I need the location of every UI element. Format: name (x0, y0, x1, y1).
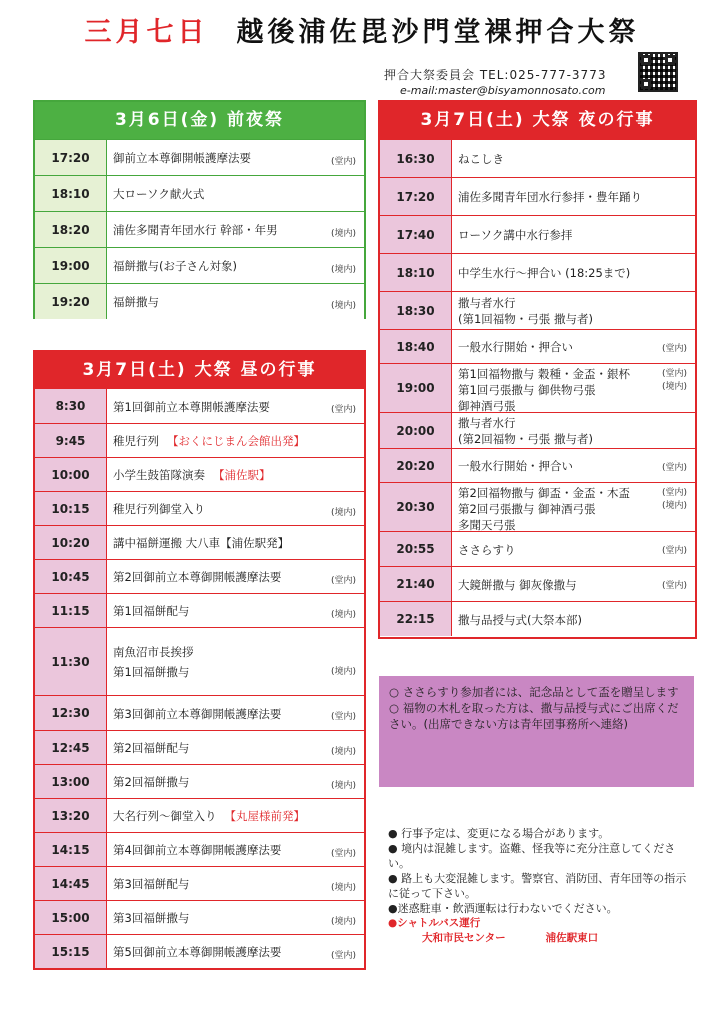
schedule-time: 8:30 (35, 389, 107, 423)
location-tag: (堂内) (330, 712, 356, 722)
schedule-row (35, 388, 364, 423)
schedule-event (107, 935, 364, 968)
night-rows (380, 139, 695, 636)
schedule-event (107, 628, 364, 695)
event-text: 小学生鼓笛隊演奏 【浦佐駅】 (113, 468, 271, 482)
day-heading: 3月7日(土) 大祭 昼の行事 (35, 352, 364, 388)
event-text: 浦佐多聞青年団水行 幹部・年男 (113, 223, 278, 237)
schedule-time: 20:55 (380, 532, 452, 566)
schedule-event (452, 449, 695, 482)
schedule-event (452, 330, 695, 363)
event-text: 稚児行列御堂入り (113, 502, 205, 516)
schedule-event (107, 765, 364, 798)
location-tag: (堂内) (661, 343, 687, 354)
schedule-time: 10:20 (35, 526, 107, 559)
schedule-time: 12:30 (35, 696, 107, 730)
event-text: 浦佐多聞青年団水行参拝・豊年踊り (458, 190, 642, 204)
schedule-event (107, 696, 364, 730)
schedule-row (380, 291, 695, 329)
event-text: 中学生水行～押合い (18:25まで) (458, 266, 631, 280)
schedule-time: 10:00 (35, 458, 107, 491)
schedule-event (107, 867, 364, 900)
event-text: 第2回福物撒与 御盃・金盃・木盃 (458, 486, 630, 500)
event-text: ささらすり (458, 542, 516, 557)
schedule-row (35, 934, 364, 968)
festival-name: 越後浦佐毘沙門堂裸押合大祭 (236, 17, 640, 48)
schedule-row (35, 491, 364, 525)
schedule-row (380, 448, 695, 482)
schedule-row (380, 601, 695, 636)
schedule-event (452, 254, 695, 291)
schedule-row (35, 139, 364, 175)
schedule-time: 11:30 (35, 628, 107, 695)
schedule-event (452, 413, 695, 448)
schedule-time: 14:15 (35, 833, 107, 866)
location-tag: (境内) (330, 609, 356, 620)
shuttle-stop-2: 浦佐駅東口 (545, 932, 599, 944)
schedule-event (107, 212, 364, 247)
event-text: 第4回御前立本尊御開帳護摩法要 (113, 843, 282, 857)
day-schedule-panel (33, 350, 366, 970)
schedule-time: 18:30 (380, 292, 452, 329)
schedule-row (35, 423, 364, 457)
event-text: (第2回福物・弓張 撒与者) (458, 432, 593, 446)
location-tag: (境内) (330, 300, 356, 311)
event-text: 第3回福餅撒与 (113, 911, 190, 925)
location-tag: (境内) (330, 667, 356, 677)
event-text: 第3回御前立本尊御開帳護摩法要 (113, 706, 282, 721)
shuttle-stops (388, 931, 688, 946)
schedule-time: 15:15 (35, 935, 107, 968)
event-text: 第2回福餅配与 (113, 741, 190, 755)
event-text: 講中福餅運搬 大八車【浦佐駅発】 (113, 536, 290, 550)
schedule-event (107, 458, 364, 491)
location-tag: (境内) (330, 882, 356, 893)
schedule-row (35, 730, 364, 764)
schedule-row (35, 283, 364, 319)
schedule-time: 18:40 (380, 330, 452, 363)
event-text: 一般水行開始・押合い (458, 340, 573, 354)
schedule-event (107, 526, 364, 559)
schedule-time: 19:00 (35, 248, 107, 283)
schedule-event (452, 178, 695, 215)
location-tag: (堂内) (661, 369, 687, 379)
schedule-event (452, 567, 695, 601)
schedule-event (107, 284, 364, 319)
schedule-row (35, 627, 364, 695)
schedule-row (35, 798, 364, 832)
event-text: 稚児行列 【おくにじまん会館出発】 (113, 434, 305, 448)
schedule-row (380, 253, 695, 291)
schedule-time: 19:00 (380, 364, 452, 412)
notice-item: ○ ささらすり参加者には、記念品として盃を贈呈します (389, 685, 679, 699)
location-tag: (境内) (330, 264, 356, 275)
schedule-event (107, 140, 364, 175)
general-notes (388, 826, 688, 946)
event-text: 第3回福餅配与 (113, 877, 190, 891)
schedule-row (380, 329, 695, 363)
location-tag: (堂内) (330, 848, 356, 859)
schedule-time: 22:15 (380, 602, 452, 636)
eve-heading: 3月6日(金) 前夜祭 (35, 102, 364, 139)
night-heading: 3月7日(土) 大祭 夜の行事 (380, 102, 695, 139)
schedule-row (380, 363, 695, 412)
schedule-event (452, 483, 695, 531)
event-location: 【浦佐駅】 (213, 468, 271, 482)
event-text: 大鏡餅撒与 御灰像撒与 (458, 577, 577, 592)
schedule-event (107, 424, 364, 457)
note-item: ● 行事予定は、変更になる場合があります。 (388, 827, 610, 840)
event-text: 第2回御前立本尊御開帳護摩法要 (113, 570, 282, 584)
schedule-time: 9:45 (35, 424, 107, 457)
shuttle-stop-1: 大和市民センター (422, 932, 506, 944)
location-tag: (境内) (330, 780, 356, 791)
notice-box (379, 676, 694, 787)
festival-date: 三月七日 (84, 17, 209, 48)
event-text: 第1回福物撒与 穀種・金盃・銀杯 (458, 367, 630, 381)
location-tag: (境内) (330, 228, 356, 239)
schedule-event (107, 389, 364, 423)
schedule-time: 17:40 (380, 216, 452, 253)
schedule-time: 15:00 (35, 901, 107, 934)
page-title (0, 10, 724, 49)
event-text: 第2回弓張撒与 御神酒弓張 (458, 502, 596, 516)
location-tag: (堂内) (330, 950, 356, 961)
note-item: ● 路上も大変混雑します。警察官、消防団、青年団等の指示に従って下さい。 (388, 872, 687, 900)
location-tag: (堂内) (330, 575, 356, 586)
schedule-row (380, 566, 695, 601)
schedule-event (452, 216, 695, 253)
event-text: 御前立本尊御開帳護摩法要 (113, 151, 251, 165)
schedule-time: 14:45 (35, 867, 107, 900)
event-text: 撒与者水行 (458, 416, 516, 430)
schedule-row (35, 764, 364, 798)
schedule-time: 20:20 (380, 449, 452, 482)
eve-schedule-panel (33, 100, 366, 319)
event-text: 御神酒弓張 (458, 399, 516, 413)
location-tag: (堂内) (661, 546, 687, 556)
schedule-event (107, 731, 364, 764)
shuttle-label: ●シャトルバス運行 (388, 917, 481, 929)
schedule-event (107, 560, 364, 593)
event-text: 一般水行開始・押合い (458, 459, 573, 473)
schedule-time: 16:30 (380, 140, 452, 177)
event-location: 【おくにじまん会館出発】 (167, 434, 305, 448)
schedule-row (35, 695, 364, 730)
schedule-row (35, 525, 364, 559)
event-text: 大名行列～御堂入り 【丸屋様前発】 (113, 809, 305, 823)
event-text: 第1回福餅配与 (113, 604, 190, 618)
schedule-row (35, 211, 364, 247)
schedule-event (107, 594, 364, 627)
schedule-row (380, 177, 695, 215)
schedule-row (380, 531, 695, 566)
schedule-row (35, 832, 364, 866)
notice-item: ○ 福物の木札を取った方は、撒与品授与式にご出席ください。(出席できない方は青年団事務所へ連絡) (389, 701, 679, 731)
note-item: ● 境内は混雑します。盗難、怪我等に充分注意してください。 (388, 842, 676, 870)
qr-code-icon (638, 52, 678, 92)
schedule-event (452, 532, 695, 566)
eve-rows (35, 139, 364, 319)
schedule-row (35, 175, 364, 211)
schedule-row (380, 412, 695, 448)
schedule-row (380, 482, 695, 531)
schedule-time: 13:00 (35, 765, 107, 798)
schedule-event (107, 833, 364, 866)
schedule-row (35, 593, 364, 627)
schedule-time: 18:20 (35, 212, 107, 247)
schedule-event (452, 140, 695, 177)
schedule-event (452, 292, 695, 329)
schedule-row (35, 900, 364, 934)
schedule-event (107, 492, 364, 525)
event-text: (第1回福物・弓張 撒与者) (458, 312, 593, 326)
schedule-time: 20:00 (380, 413, 452, 448)
schedule-time: 17:20 (380, 178, 452, 215)
location-tag: (堂内) (330, 156, 356, 167)
night-schedule-panel (378, 100, 697, 639)
event-text: 第1回御前立本尊開帳護摩法要 (113, 399, 270, 414)
event-text: 福餅撒与(お子さん対象) (113, 259, 237, 273)
location-tag: (境内) (330, 507, 356, 518)
schedule-row (35, 247, 364, 283)
schedule-time: 18:10 (35, 176, 107, 211)
schedule-time: 12:45 (35, 731, 107, 764)
schedule-row (35, 866, 364, 900)
schedule-time: 18:10 (380, 254, 452, 291)
event-text: 福餅撒与 (113, 295, 159, 309)
note-item: ●迷惑駐車・飲酒運転は行わないでください。 (388, 902, 618, 915)
schedule-row (380, 215, 695, 253)
schedule-time: 20:30 (380, 483, 452, 531)
event-text: 撒与者水行 (458, 296, 516, 310)
location-tag: (境内) (330, 916, 356, 927)
schedule-event (452, 602, 695, 636)
event-text: 撒与品授与式(大祭本部) (458, 612, 582, 627)
schedule-time: 21:40 (380, 567, 452, 601)
schedule-time: 11:15 (35, 594, 107, 627)
schedule-time: 10:15 (35, 492, 107, 525)
schedule-row (35, 559, 364, 593)
event-text: 第1回弓張撒与 御供物弓張 (458, 383, 596, 397)
event-location: 【丸屋様前発】 (224, 809, 305, 823)
schedule-time: 19:20 (35, 284, 107, 319)
event-text: ねこしき (458, 152, 504, 166)
event-text: 多聞天弓張 (458, 518, 516, 532)
schedule-time: 17:20 (35, 140, 107, 175)
schedule-row (380, 139, 695, 177)
event-text: 第5回御前立本尊御開帳護摩法要 (113, 945, 282, 959)
schedule-event (452, 364, 695, 412)
schedule-time: 10:45 (35, 560, 107, 593)
schedule-row (35, 457, 364, 491)
schedule-event (107, 176, 364, 211)
event-text: 南魚沼市長挨拶 (113, 645, 194, 659)
event-text: ローソク講中水行参拝 (458, 228, 573, 242)
location-tag: (堂内) (661, 462, 687, 473)
day-rows (35, 388, 364, 968)
location-tag: (堂内) (661, 581, 687, 591)
location-tag: (境内) (661, 501, 687, 511)
event-text: 第2回福餅撒与 (113, 775, 190, 789)
event-text: 大ローソク献火式 (113, 187, 205, 201)
event-text: 第1回福餅撒与 (113, 665, 190, 679)
schedule-event (107, 901, 364, 934)
location-tag: (境内) (661, 382, 687, 392)
location-tag: (堂内) (330, 405, 356, 415)
schedule-time: 13:20 (35, 799, 107, 832)
location-tag: (堂内) (661, 488, 687, 498)
location-tag: (境内) (330, 746, 356, 757)
email-contact: e-mail:master@bisyamonnosato.com (400, 84, 606, 97)
organization-contact: 押合大祭委員会 TEL:025-777-3773 (384, 68, 607, 82)
schedule-event (107, 248, 364, 283)
schedule-event (107, 799, 364, 832)
